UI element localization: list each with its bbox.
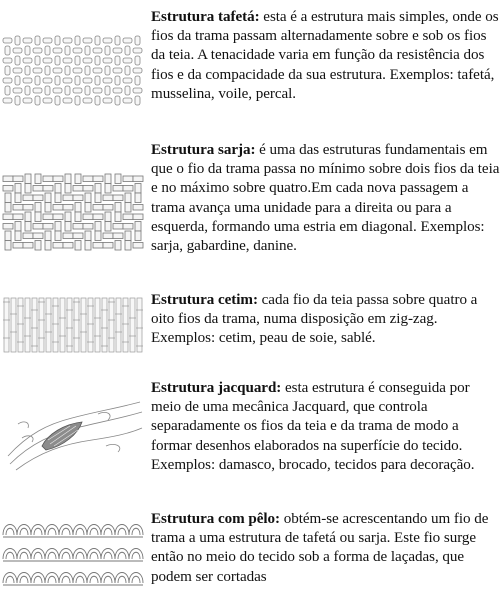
entry-term: Estrutura com pêlo: <box>151 511 281 527</box>
entry-description: cada fio da teia passa sobre quatro a oito fios da trama, numa disposição em zig-zag. Exemplos: cetim, peau de soie, sablé. <box>151 292 478 347</box>
twill-weave-icon <box>2 172 144 252</box>
entry-description: esta estrutura é conseguida por meio de uma mecânica Jacquard, que controla separadamente os fios da teia e da trama de modo a formar desenhos elaborados na superfície do tecido. Exemplos: damasco, brocado, tecidos para decoração. <box>151 380 475 473</box>
plain-weave-icon <box>2 34 144 108</box>
entry-term: Estrutura tafetá: <box>151 9 260 25</box>
entry-description: é uma das estruturas fundamentais em que o fio da trama passa no mínimo sobre dois fios da teia e no máximo sobre quatro.Em cada nova passagem a trama avança uma unidade para a direita ou para a esquerda, formando uma estria em diagonal. Exemplos: sarja, gabardine, danine. <box>151 142 500 255</box>
entry-description: esta é a estrutura mais simples, onde os fios da trama passam alternadamente sobre e sob os fios da teia. A tenacidade varia em função da resistência dos fios e da compacidade da sua estrutura. Exemplos: tafetá, musselina, voile, percal. <box>151 9 499 102</box>
entry-term: Estrutura sarja: <box>151 142 256 158</box>
entry-term: Estrutura jacquard: <box>151 380 282 396</box>
entry-description: obtém-se acrescentando um fio de trama a uma estrutura de tafetá ou sarja. Este fio surge então no meio do tecido sob a forma de laçadas, que podem ser cortadas <box>151 511 489 585</box>
jacquard-fabric-icon <box>2 394 144 474</box>
satin-weave-icon <box>2 296 144 354</box>
entry-term: Estrutura cetim: <box>151 292 258 308</box>
pile-weave-icon <box>2 515 144 595</box>
